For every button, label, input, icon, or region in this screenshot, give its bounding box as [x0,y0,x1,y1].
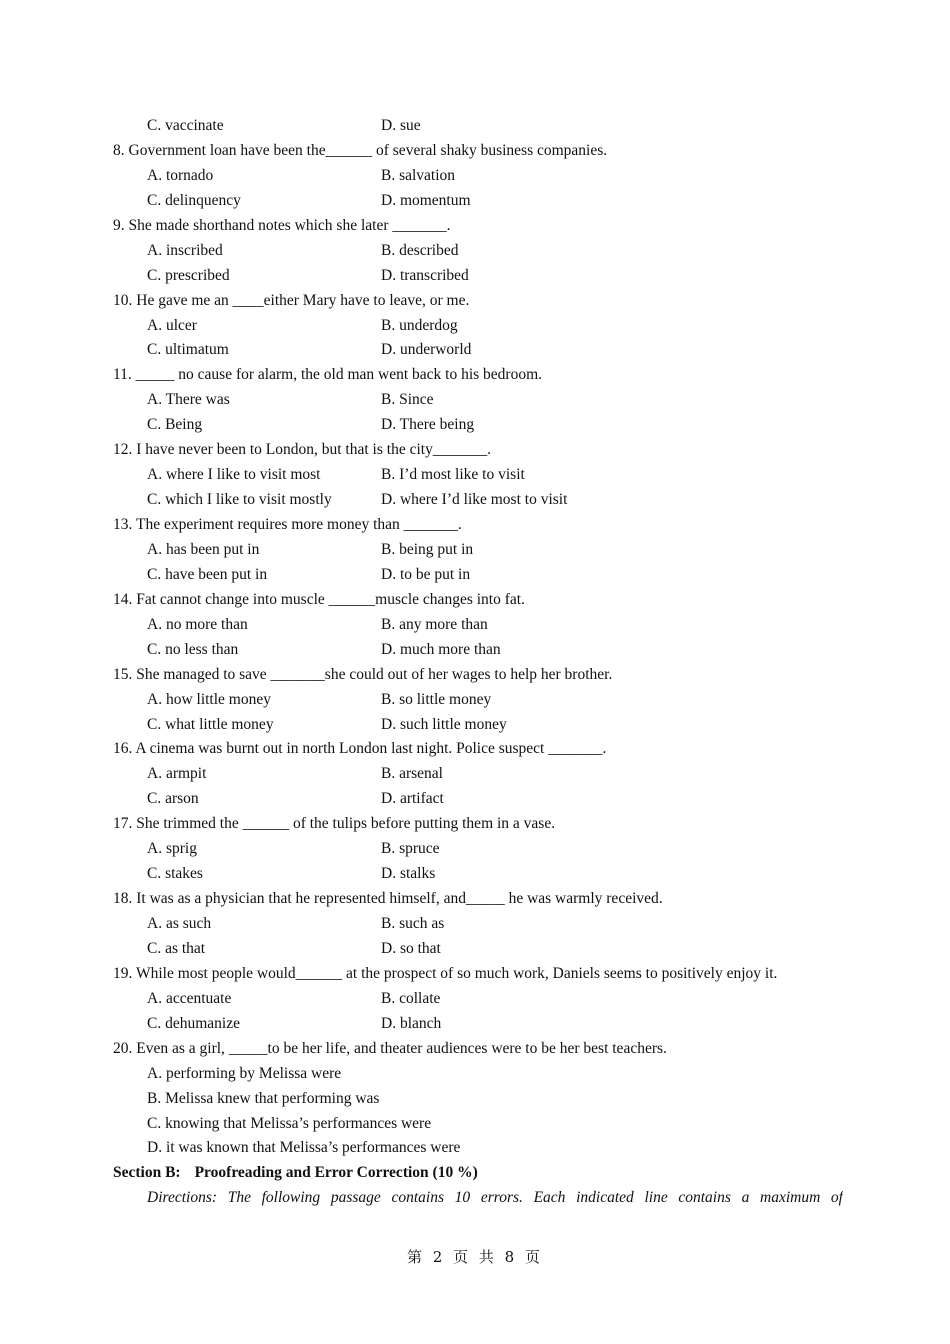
page-footer: 第 2 页 共 8 页 [407,1248,543,1266]
option-row [113,338,843,363]
option-row [113,688,843,713]
option-row [113,413,843,438]
option-right: B. underdog [381,316,458,334]
option-right: D. momentum [381,191,471,209]
option-left: C. have been put in [147,565,268,583]
option-left: C. stakes [147,865,203,883]
question-stem: 16. A cinema was burnt out in north London last night. Police suspect _______. [113,740,607,758]
option-left: A. ulcer [147,316,197,334]
option-right: B. Since [381,391,434,409]
option-row [113,563,843,588]
option-right: B. so little money [381,690,492,708]
option-right: D. underworld [381,341,472,359]
option-right: B. described [381,241,459,259]
question-stem: 12. I have never been to London, but that is the city_______. [113,441,491,459]
question-stem: 17. She trimmed the ______ of the tulips before putting them in a vase. [113,815,556,833]
option-row [113,713,843,738]
option-left: C. prescribed [147,266,230,284]
option-row [113,388,843,413]
option-row [113,463,843,488]
option-left: A. how little money [147,690,271,708]
question-stem: 14. Fat cannot change into muscle ______muscle changes into fat. [113,590,525,608]
option-full: D. it was known that Melissa’s performances were [147,1139,461,1157]
option-left: A. accentuate [147,989,232,1007]
option-right: B. any more than [381,615,488,633]
option-left: A. sprig [147,840,197,858]
question-stem: 19. While most people would______ at the prospect of so much work, Daniels seems to positively enjoy it. [113,964,778,982]
option-left: C. arson [147,790,199,808]
option-left: C. dehumanize [147,1014,240,1032]
directions-text: Directions: The following passage contains 10 errors. Each indicated line contains a maximum of [147,1189,843,1207]
option-left: C. no less than [147,640,239,658]
option-row [113,1012,843,1037]
option-left: C. as that [147,939,206,957]
section-title: Proofreading and Error Correction (10 %) [194,1164,478,1182]
option-left: C. which I like to visit mostly [147,491,332,509]
items-container [113,114,843,1161]
option-row [113,987,843,1012]
option-right: B. salvation [381,166,456,184]
option-row [113,164,843,189]
section-label: Section B: [113,1164,181,1182]
question-list [113,114,843,1211]
option-right: B. arsenal [381,765,443,783]
option-left: A. as such [147,915,212,932]
section-heading [113,1161,843,1186]
option-left: C. delinquency [147,191,241,209]
option-right: D. transcribed [381,266,469,284]
option-row [113,787,843,812]
option-full: B. Melissa knew that performing was [147,1089,380,1107]
option-row [113,837,843,862]
option-right: D. There being [381,416,475,434]
question-stem: 8. Government loan have been the______ of several shaky business companies. [113,141,608,159]
option-right: D. so that [381,939,441,957]
question-stem: 10. He gave me an ____either Mary have to leave, or me. [113,291,470,309]
option-right: D. such little money [381,715,507,733]
option-row [113,314,843,339]
option-right: D. stalks [381,865,436,883]
option-full: C. knowing that Melissa’s performances were [147,1114,432,1132]
option-left: C. ultimatum [147,341,229,359]
option-right: B. spruce [381,840,440,858]
option-right: B. collate [381,989,441,1007]
option-left: A. inscribed [147,241,223,259]
option-full: A. performing by Melissa were [147,1064,342,1082]
option-right: B. I’d most like to visit [381,466,525,484]
option-left: A. no more than [147,615,248,633]
option-right: D. blanch [381,1014,442,1032]
option-row [113,638,843,663]
option-left: C. what little money [147,715,274,733]
option-right: D. to be put in [381,565,471,583]
question-stem: 13. The experiment requires more money than _______. [113,516,462,533]
option-row [113,239,843,264]
option-right: D. sue [381,117,421,134]
option-left: A. armpit [147,765,207,783]
option-row [113,114,843,139]
option-row [113,264,843,289]
option-left: A. where I like to visit most [147,466,321,484]
option-row [113,912,843,937]
question-stem: 11. _____ no cause for alarm, the old man went back to his bedroom. [113,366,543,384]
option-right: D. where I’d like most to visit [381,491,568,509]
option-left: A. There was [147,391,230,409]
option-row [113,862,843,887]
question-stem: 20. Even as a girl, _____to be her life, and theater audiences were to be her best teachers. [113,1039,667,1057]
option-row [113,762,843,787]
option-left: A. tornado [147,166,214,184]
option-left: A. has been put in [147,540,260,558]
option-left: C. vaccinate [147,117,224,134]
question-stem: 18. It was as a physician that he represented himself, and_____ he was warmly received. [113,890,663,908]
option-right: D. artifact [381,790,444,808]
option-left: C. Being [147,416,203,434]
question-stem: 9. She made shorthand notes which she later _______. [113,216,451,234]
option-right: B. being put in [381,540,474,558]
option-row [113,538,843,563]
option-row [113,488,843,513]
option-right: D. much more than [381,640,501,658]
option-row [113,937,843,962]
option-right: B. such as [381,915,445,932]
option-row [113,189,843,214]
option-row [113,613,843,638]
question-stem: 15. She managed to save _______she could out of her wages to help her brother. [113,665,613,683]
